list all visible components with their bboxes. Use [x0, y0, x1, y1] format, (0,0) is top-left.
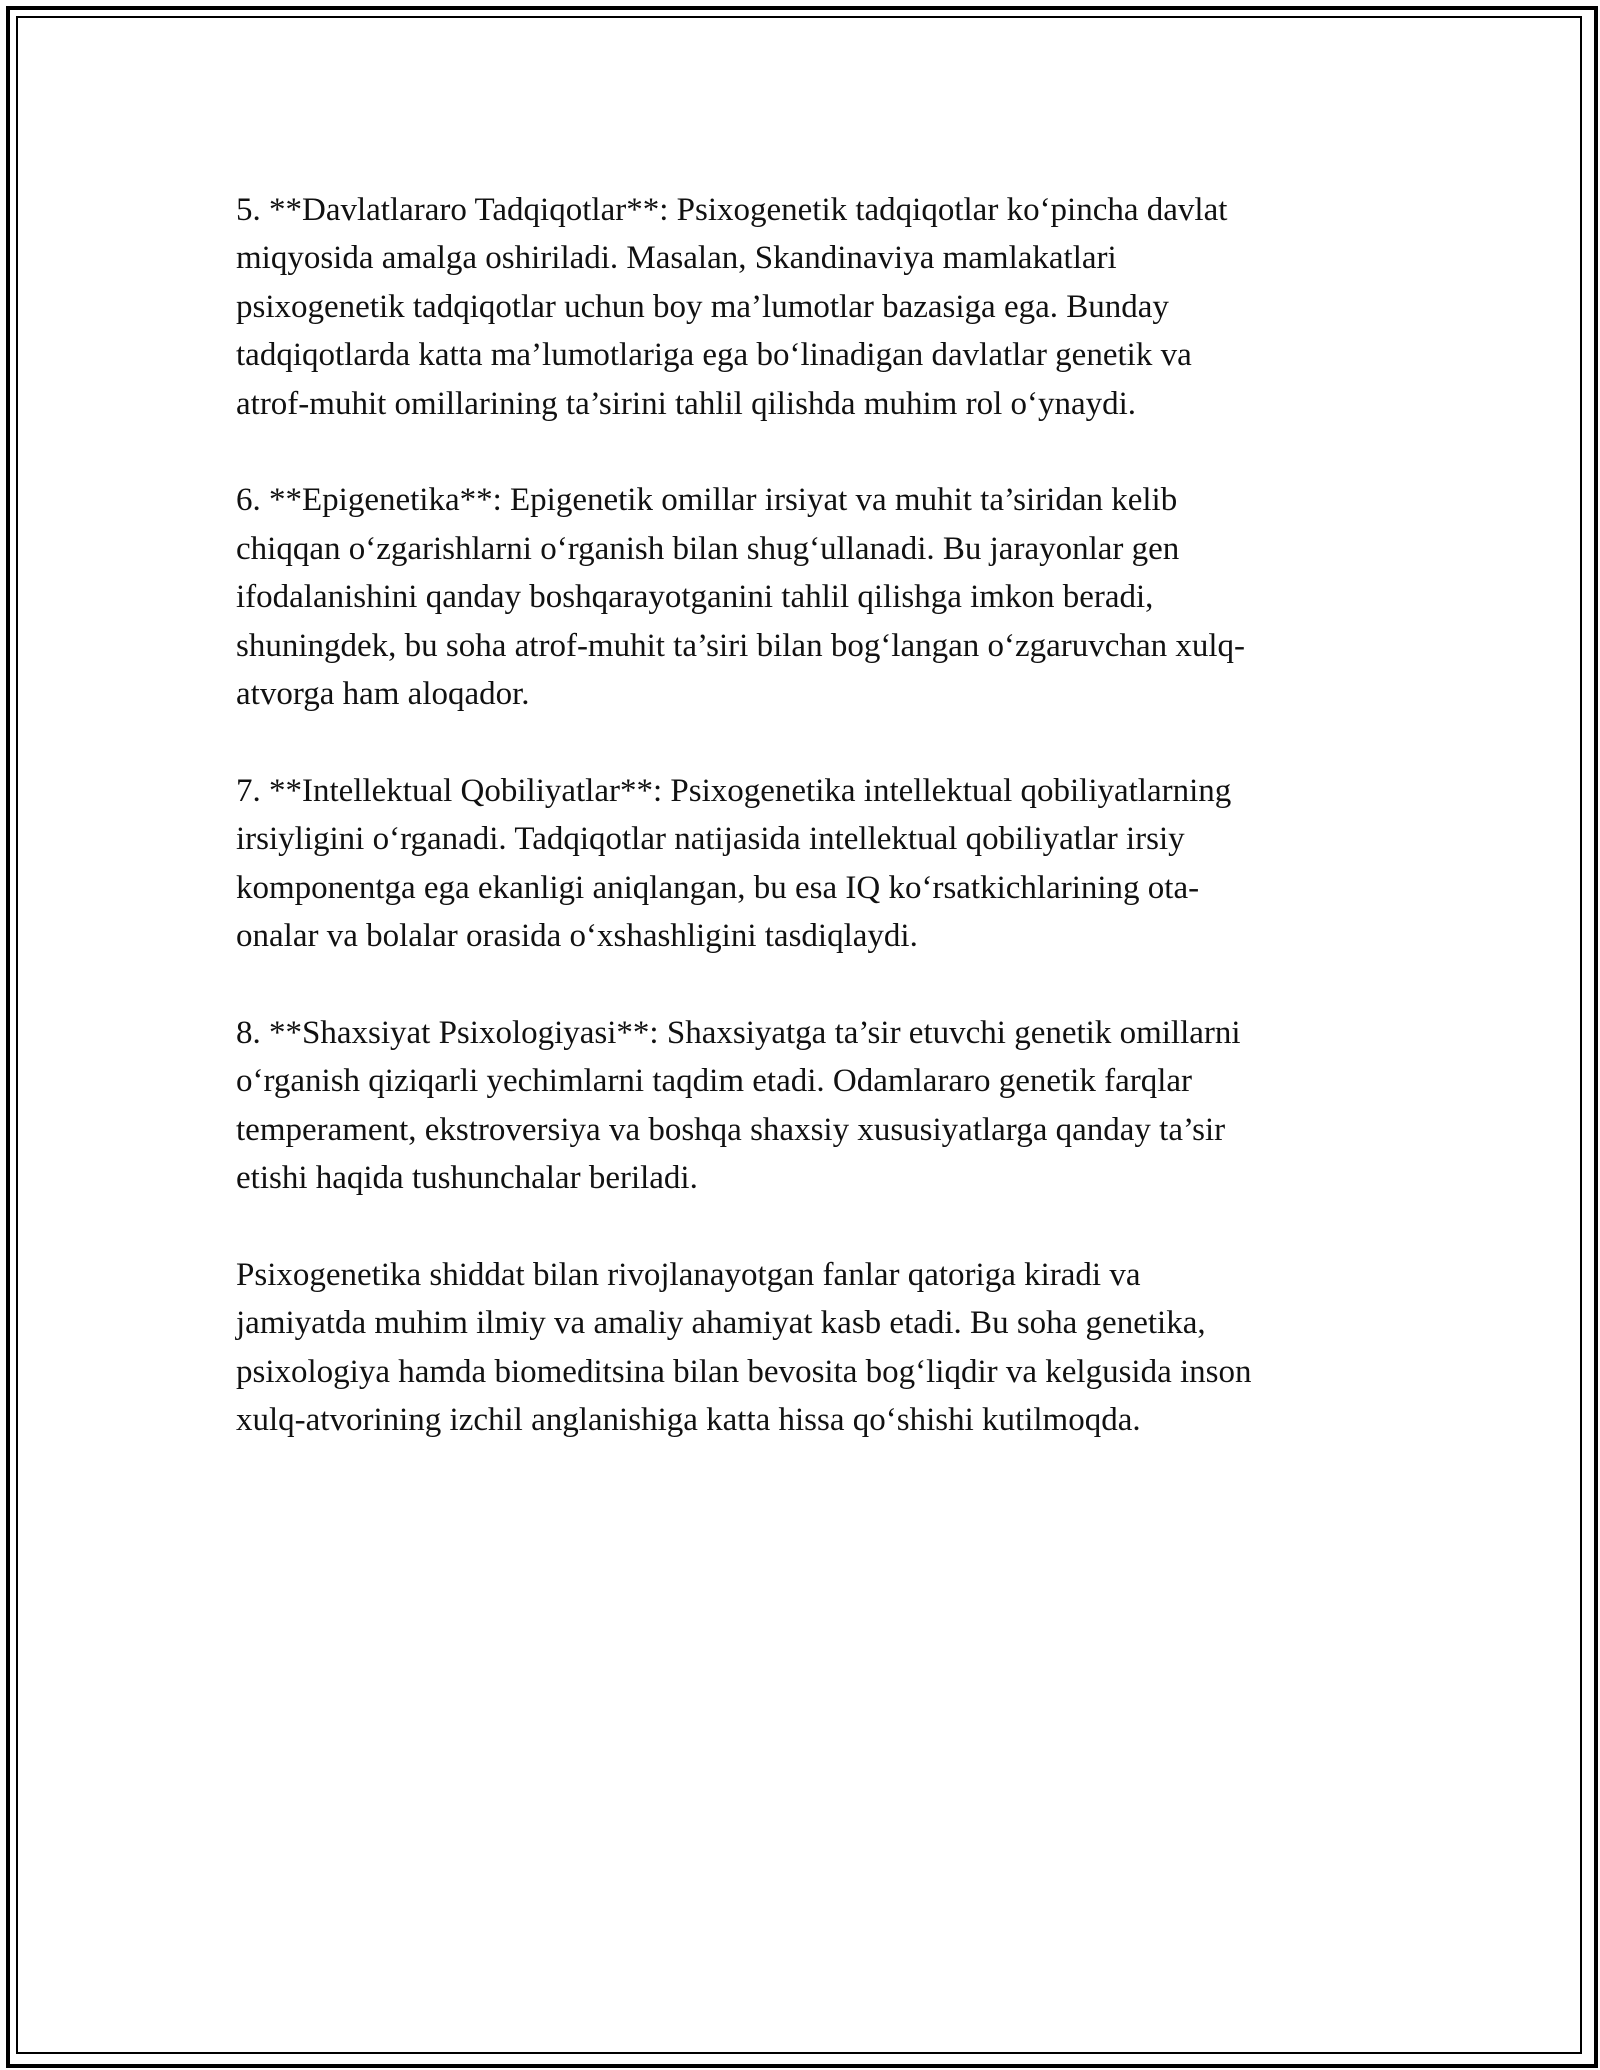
paragraph-7-intellektual-qobiliyatlar: 7. **Intellektual Qobiliyatlar**: Psixogenetika intellektual qobiliyatlarning irsiyligini oʻrganadi. Tadqiqotlar natijasida intellektual qobiliyatlar irsiy komponentga ega ekanligi aniqlangan, bu esa IQ koʻrsatkichlarining ota- onalar va bolalar orasida oʻxshashligini tasdiqlaydi.: [236, 772, 1232, 955]
document-body: [236, 186, 1376, 1493]
paragraph-6-epigenetika: 6. **Epigenetika**: Epigenetik omillar irsiyat va muhit ta’siridan kelib chiqqan oʻzgarishlarni oʻrganish bilan shugʻullanadi. Bu jarayonlar gen ifodalanishini qanday boshqarayotganini tahlil qilishga imkon beradi, shuningdek, bu soha atrof-muhit ta’siri bilan bogʻlangan oʻzgaruvchan xulq- atvorga ham aloqador.: [236, 482, 1245, 713]
paragraph-5-davlatlararo-tadqiqotlar: 5. **Davlatlararo Tadqiqotlar**: Psixogenetik tadqiqotlar koʻpincha davlat miqyosida amalga oshiriladi. Masalan, Skandinaviya mamlakatlari psixogenetik tadqiqotlar uchun boy ma’lumotlar bazasiga ega. Bunday tadqiqotlarda katta ma’lumotlariga ega boʻlinadigan davlatlar genetik va atrof-muhit omillarining ta’sirini tahlil qilishda muhim rol oʻynaydi.: [236, 192, 1228, 422]
paragraph-conclusion: Psixogenetika shiddat bilan rivojlanayotgan fanlar qatoriga kiradi va jamiyatda muhim ilmiy va amaliy ahamiyat kasb etadi. Bu soha genetika, psixologiya hamda biomeditsina bilan bevosita bogʻliqdir va kelgusida inson xulq-atvorining izchil anglanishiga katta hissa qoʻshishi kutilmoqda.: [236, 1256, 1252, 1439]
paragraph-8-shaxsiyat-psixologiyasi: 8. **Shaxsiyat Psixologiyasi**: Shaxsiyatga ta’sir etuvchi genetik omillarni oʻrganish qiziqarli yechimlarni taqdim etadi. Odamlararo genetik farqlar temperament, ekstroversiya va boshqa shaxsiy xususiyatlarga qanday ta’sir etishi haqida tushunchalar beriladi.: [236, 1014, 1241, 1197]
